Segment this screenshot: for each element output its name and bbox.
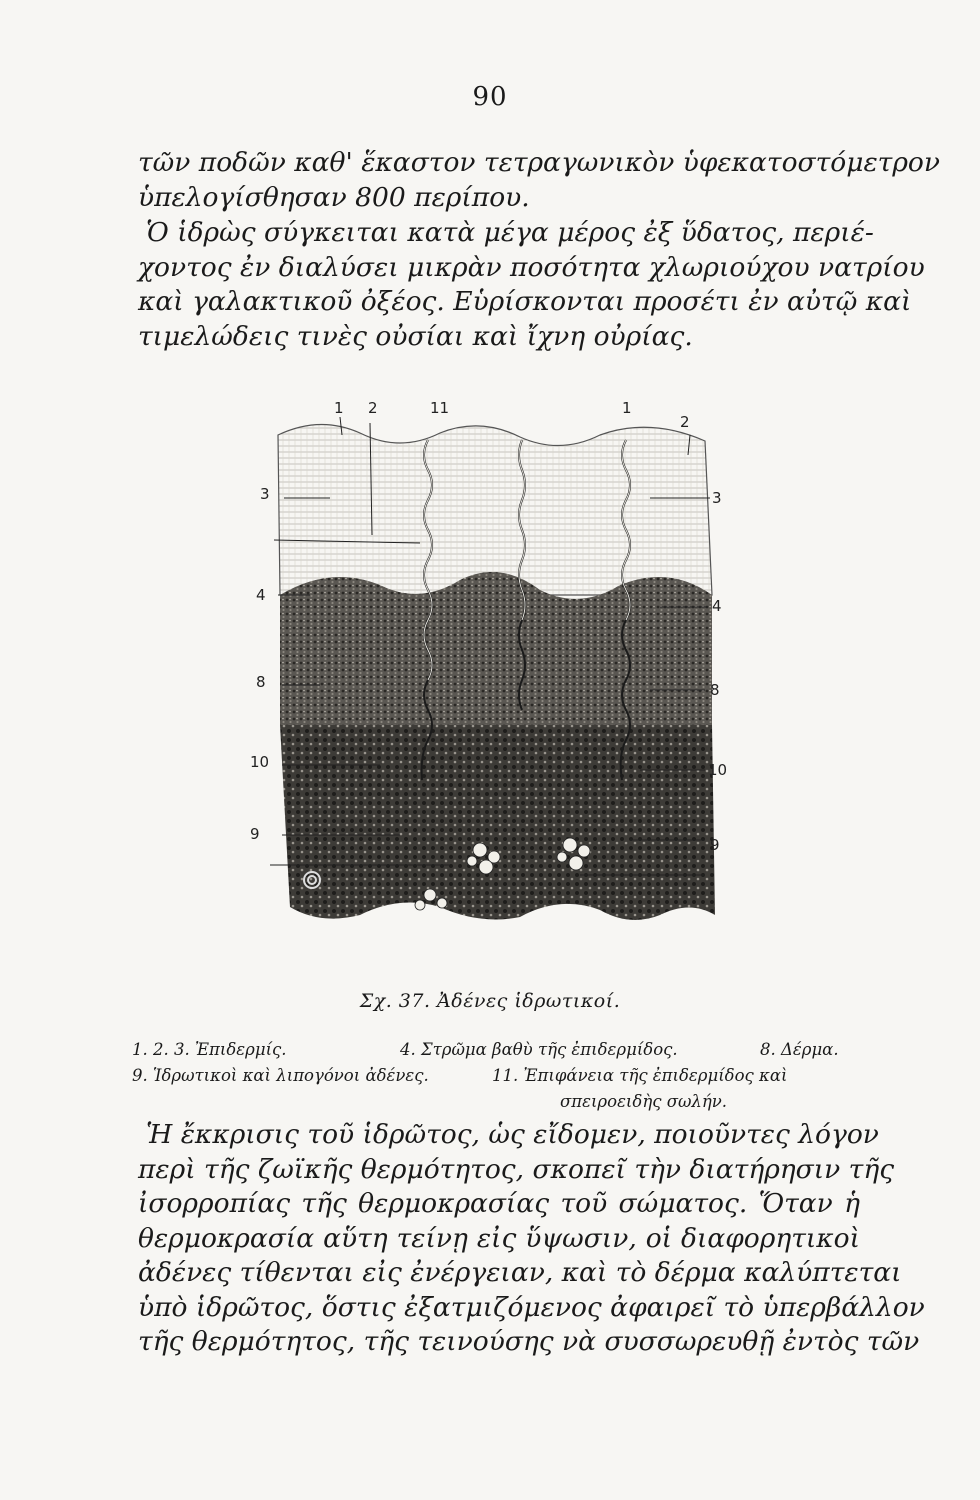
- label-right-4: 4: [712, 597, 722, 615]
- text-line: ὑπὸ ἱδρῶτος, ὅστις ἐξατμιζόμενος ἀφαιρεῖ τὸ ὑπερβάλλον: [138, 1291, 925, 1323]
- label-right-8: 8: [710, 681, 720, 699]
- label-left-8: 8: [256, 673, 266, 691]
- text-line: ὑπελογίσθησαν 800 περίπου.: [138, 181, 530, 213]
- sweat-gland-illustration: [250, 395, 730, 935]
- figure-caption: Σχ. 37. Ἀδένες ἱδρωτικοί.: [359, 990, 621, 1012]
- text-line: περὶ τῆς ζωϊκῆς θερμότητος, σκοπεῖ τὴν διατήρησιν τῆς: [138, 1153, 895, 1185]
- text-line: τῶν ποδῶν καθ' ἕκαστον τετραγωνικὸν ὑφεκατοστόμετρον: [138, 147, 940, 178]
- text-line: θερμοκρασία αὕτη τείνῃ εἰς ὕψωσιν, οἱ διαφορητικοὶ: [138, 1222, 860, 1254]
- skin-cross-section-drawing: [250, 395, 730, 935]
- legend-item: 1. 2. 3. Ἐπιδερμίς.: [132, 1040, 287, 1059]
- label-left-10: 10: [250, 753, 270, 771]
- label-top-11: 11: [430, 399, 450, 417]
- legend-item: 8. Δέρμα.: [760, 1040, 839, 1059]
- label-left-4: 4: [256, 586, 266, 604]
- label-right-10: 10: [708, 761, 728, 779]
- paragraph-intro: [138, 146, 940, 215]
- text-line: τιμελώδεις τινὲς οὐσίαι καὶ ἴχνη οὐρίας.: [138, 320, 693, 352]
- paragraph-sweat-excretion: [138, 1118, 925, 1360]
- page-number: 90: [472, 82, 508, 112]
- text-line: καὶ γαλακτικοῦ ὀξέος. Εὑρίσκονται προσέτι ἐν αὐτῷ καὶ: [138, 286, 912, 317]
- legend-item: 4. Στρῶμα βαθὺ τῆς ἐπιδερμίδος.: [400, 1040, 678, 1059]
- legend-item: 9. Ἱδρωτικοὶ καὶ λιπογόνοι ἀδένες.: [132, 1066, 429, 1085]
- label-top-2: 2: [368, 399, 378, 417]
- text-line: τῆς θερμότητος, τῆς τεινούσης νὰ συσσωρευθῇ ἐντὸς τῶν: [138, 1326, 920, 1357]
- text-line: ἀδένες τίθενται εἰς ἐνέργειαν, καὶ τὸ δέρμα καλύπτεται: [138, 1257, 902, 1288]
- text-line: ἰσορροπίας τῆς θερμοκρασίας τοῦ σώματος. Ὅταν ἡ: [138, 1188, 860, 1219]
- label-right-3: 3: [712, 489, 722, 507]
- legend-item: σπειροειδὴς σωλήν.: [560, 1092, 728, 1111]
- text-line: χοντος ἐν διαλύσει μικρὰν ποσότητα χλωριούχου νατρίου: [138, 251, 925, 283]
- label-top-1b: 1: [622, 399, 632, 417]
- text-line: Ἡ ἔκκρισις τοῦ ἱδρῶτος, ὡς εἴδομεν, ποιοῦντες λόγον: [146, 1119, 879, 1150]
- label-right-9: 9: [710, 836, 720, 854]
- label-left-9: 9: [250, 825, 260, 843]
- label-top-1: 1: [334, 399, 344, 417]
- legend-item: 11. Ἐπιφάνεια τῆς ἐπιδερμίδος καὶ: [492, 1066, 788, 1085]
- label-left-3: 3: [260, 485, 270, 503]
- text-line: Ὁ ἱδρὼς σύγκειται κατὰ μέγα μέρος ἐξ ὕδατος, περιέ-: [146, 217, 874, 248]
- label-top-2b: 2: [680, 413, 690, 431]
- paragraph-sweat-composition: [138, 216, 925, 354]
